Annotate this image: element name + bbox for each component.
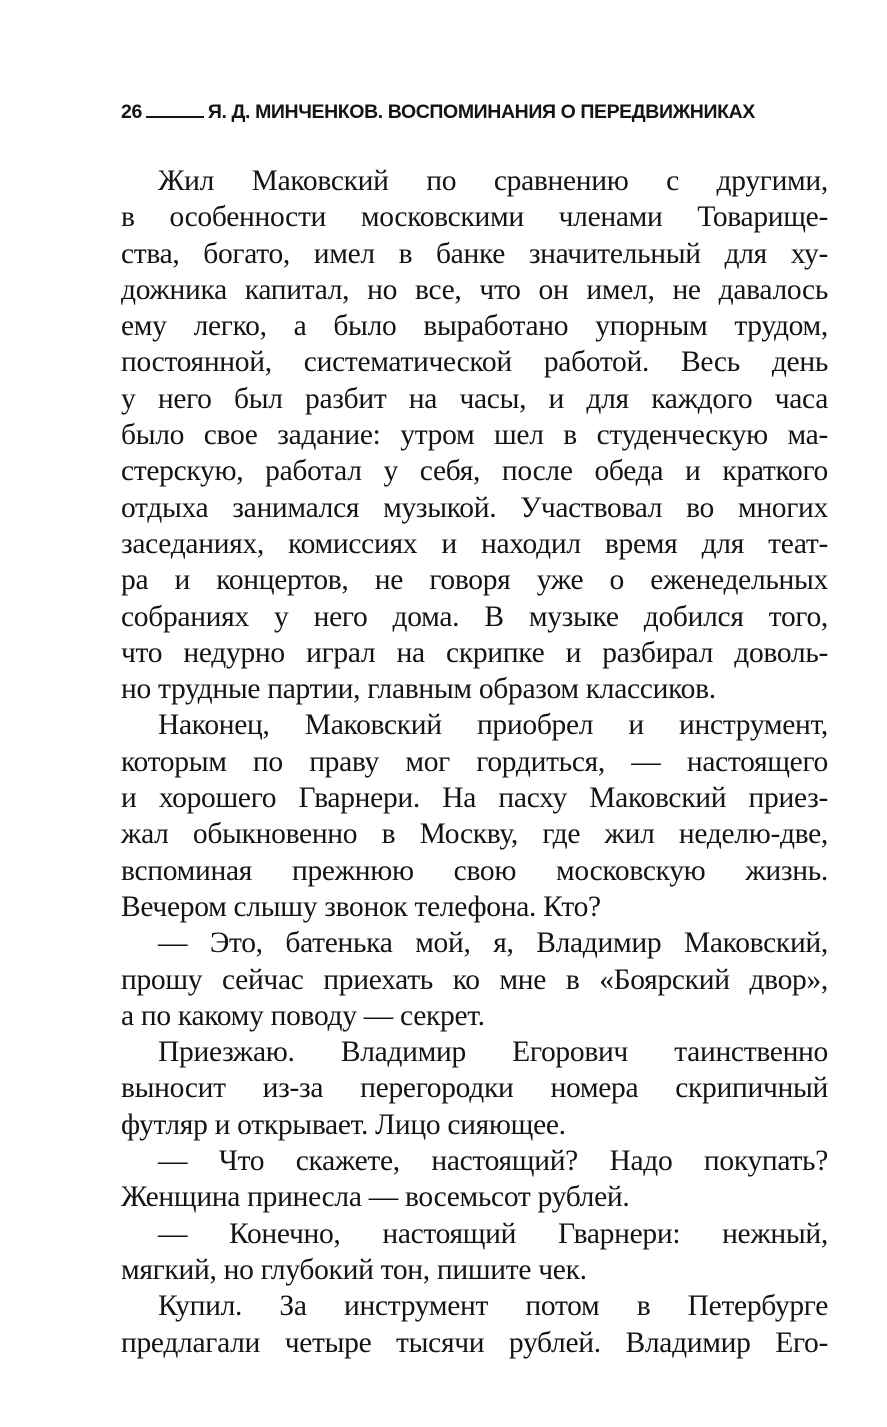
- text-line: дожника капитал, но все, что он имел, не давалось: [121, 273, 828, 306]
- paragraph: [121, 1143, 828, 1216]
- running-title: Я. Д. МИНЧЕНКОВ. ВОСПОМИНАНИЯ О ПЕРЕДВИЖНИКАХ: [207, 100, 755, 123]
- paragraph: [121, 925, 828, 1034]
- text-line: стерскую, работал у себя, после обеда и краткого: [121, 455, 828, 488]
- text-line: мягкий, но глубокий тон, пишите чек.: [121, 1253, 587, 1286]
- body-text: [121, 163, 828, 1361]
- text-line: Приезжаю. Владимир Егорович таинственно: [158, 1036, 828, 1069]
- text-line: прошу сейчас приехать ко мне в «Боярский двор»,: [121, 963, 828, 996]
- text-line: было свое задание: утром шел в студенческую ма-: [121, 419, 828, 452]
- running-header: [121, 96, 828, 128]
- paragraph: [121, 1288, 828, 1361]
- text-line: заседаниях, комиссиях и находил время для теат-: [121, 527, 828, 560]
- text-line: предлагали четыре тысячи рублей. Владимир Его-: [121, 1326, 828, 1359]
- text-line: которым по праву мог гордиться, — настоящего: [121, 745, 828, 778]
- text-line: а по какому поводу — секрет.: [121, 999, 485, 1032]
- text-line: собраниях у него дома. В музыке добился того,: [121, 600, 828, 633]
- text-line: отдыха занимался музыкой. Участвовал во многих: [121, 491, 828, 524]
- text-line: ра и концертов, не говоря уже о еженедельных: [121, 564, 828, 597]
- text-line: ства, богато, имел в банке значительный для ху-: [121, 237, 828, 270]
- text-line: постоянной, систематической работой. Весь день: [121, 346, 828, 379]
- text-line: в особенности московскими членами Товарище-: [121, 201, 828, 234]
- text-line: ему легко, а было выработано упорным трудом,: [121, 310, 828, 343]
- text-line: Вечером слышу звонок телефона. Кто?: [121, 890, 601, 923]
- text-line: футляр и открывает. Лицо сияющее.: [121, 1108, 566, 1141]
- text-line: выносит из-за перегородки номера скрипичный: [121, 1072, 828, 1105]
- text-line: — Конечно, настоящий Гварнери: нежный,: [158, 1217, 828, 1250]
- text-line: и хорошего Гварнери. На пасху Маковский приез-: [121, 782, 828, 815]
- text-line: Жил Маковский по сравнению с другими,: [158, 165, 828, 197]
- paragraph: [121, 163, 828, 707]
- text-line: у него был разбит на часы, и для каждого часа: [121, 382, 828, 415]
- text-line: — Это, батенька мой, я, Владимир Маковский,: [158, 927, 828, 960]
- text-line: — Что скажете, настоящий? Надо покупать?: [158, 1145, 828, 1178]
- text-line: что недурно играл на скрипке и разбирал доволь-: [121, 636, 828, 669]
- text-line: вспоминая прежнюю свою московскую жизнь.: [121, 854, 828, 887]
- paragraph: [121, 1034, 828, 1143]
- paragraph: [121, 707, 828, 925]
- text-line: Наконец, Маковский приобрел и инструмент,: [158, 709, 828, 742]
- text-line: Купил. За инструмент потом в Петербурге: [158, 1290, 828, 1323]
- text-line: но трудные партии, главным образом классиков.: [121, 673, 716, 706]
- header-rule: [146, 116, 204, 118]
- page-number: 26: [121, 100, 142, 123]
- text-line: Женщина принесла — восемьсот рублей.: [121, 1181, 630, 1214]
- text-line: жал обыкновенно в Москву, где жил неделю-две,: [121, 818, 828, 851]
- paragraph: [121, 1216, 828, 1289]
